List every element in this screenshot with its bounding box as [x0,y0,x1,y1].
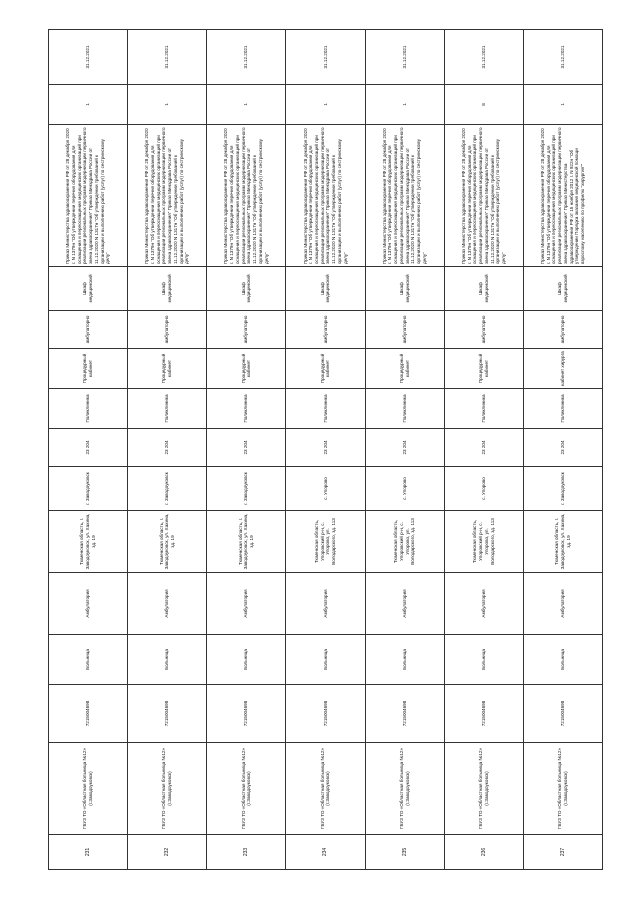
unit-cell: Поликлиника [207,389,286,429]
table-row [207,30,286,870]
inn-cell: 7215004698 [49,685,128,743]
equipment-name-cell: Шкаф медицинский [128,267,207,311]
address-cell: Тюменская область, Упоровский р-н, с. Упорово, ул. Володарского, зд. 113 [365,511,444,573]
organization-type-cell: Больница [128,635,207,685]
organization-name-cell: ГБУЗ ТО «Областная больница №12» (г.Заводоуковск) [286,743,365,835]
quantity-cell: 1 [207,85,286,125]
row-number-cell: 236 [444,835,523,870]
regulatory-orders-cell: Приказ Министерства здравоохранения РФ от 28 декабря 2020 г. N 1379н "Об утверждении перечня оборудования для оснащения и переоснащения медицинских организаций при реализации региональных программ модернизации первичного звена здравоохранения" Приказ Минздрава России от 11.12.2020 N 1317н "Об утверждении требований к организации и выполнению работ (услуг) по сестринскому делу" [128,125,207,267]
population-cell: 23 204 [49,429,128,467]
unit-cell: Поликлиника [128,389,207,429]
unit-cell: Поликлиника [49,389,128,429]
care-type-cell: Амбулатория [49,573,128,635]
row-number-cell: 231 [49,835,128,870]
equipment-name-cell: Шкаф медицинский [365,267,444,311]
organization-name-cell: ГБУЗ ТО «Областная больница №12» (г.Заводоуковск) [207,743,286,835]
deadline-date-cell: 31.12.2021 [49,30,128,85]
regulatory-orders-cell: Приказ Министерства здравоохранения РФ от 28 декабря 2020 г. N 1379н "Об утверждении перечня оборудования для оснащения и переоснащения медицинских организаций при реализации региональных программ модернизации первичного звена здравоохранения" Приказ Минздрава России от 11.12.2020 N 1317н "Об утверждении требований к организации и выполнению работ (услуг) по сестринскому делу" [207,125,286,267]
room-cell: Процедурный кабинет [365,349,444,389]
row-number-cell: 235 [365,835,444,870]
unit-cell: Поликлиника [365,389,444,429]
address-cell: Тюменская область, г. Заводоуковск, ул. Хахина, зд. 19 [128,511,207,573]
unit-cell: Поликлиника [523,389,602,429]
table-row [128,30,207,870]
care-type-cell: Амбулатория [128,573,207,635]
care-form-cell: амбулаторно [444,311,523,349]
address-cell: Тюменская область, Упоровский р-н, с. Упорово, ул. Володарского, зд. 113 [286,511,365,573]
inn-cell: 7215004698 [207,685,286,743]
room-cell: Процедурный кабинет [286,349,365,389]
care-type-cell: Амбулатория [365,573,444,635]
organization-name-cell: ГБУЗ ТО «Областная больница №12» (г.Заводоуковск) [365,743,444,835]
room-cell: Процедурный кабинет [128,349,207,389]
population-cell: 23 204 [444,429,523,467]
deadline-date-cell: 31.12.2021 [286,30,365,85]
regulatory-orders-cell: Приказ Министерства здравоохранения РФ от 28 декабря 2020 г. N 1379н "Об утверждении перечня оборудования для оснащения и переоснащения медицинских организаций при реализации региональных программ модернизации первичного звена здравоохранения" Приказ Минздрава России от 11.12.2020 N 1317н "Об утверждении требований к организации и выполнению работ (услуг) по сестринскому делу" [286,125,365,267]
table-row [444,30,523,870]
room-cell: Процедурный кабинет [49,349,128,389]
organization-name-cell: ГБУЗ ТО «Областная больница №12» (г.Заводоуковск) [523,743,602,835]
unit-cell: Поликлиника [286,389,365,429]
population-cell: 23 204 [207,429,286,467]
settlement-cell: г. Заводоуковск [49,467,128,511]
settlement-cell: с. Упорово [365,467,444,511]
settlement-cell: г. Заводоуковск [207,467,286,511]
deadline-date-cell: 31.12.2021 [207,30,286,85]
room-cell: Процедурный кабинет [444,349,523,389]
regulatory-orders-cell: Приказ Министерства здравоохранения РФ от 28 декабря 2020 г. N 1379н "Об утверждении перечня оборудования для оснащения и переоснащения медицинских организаций при реализации региональных программ модернизации первичного звена здравоохранения" Приказ Министерства здравоохранения РФ от 15 ноября 2012 г. N 922н "Об утверждении Порядка оказания медицинской помощи взрослому населению по профилю "хирургия"" [523,125,602,267]
organization-name-cell: ГБУЗ ТО «Областная больница №12» (г.Заводоуковск) [128,743,207,835]
organization-type-cell: Больница [49,635,128,685]
organization-type-cell: Больница [207,635,286,685]
row-number-cell: 237 [523,835,602,870]
address-cell: Тюменская область, г. Заводоуковск, ул. Хахина, зд. 19 [49,511,128,573]
deadline-date-cell: 31.12.2021 [444,30,523,85]
quantity-cell: 1 [128,85,207,125]
settlement-cell: с. Упорово [286,467,365,511]
table-row [286,30,365,870]
equipment-name-cell: Шкаф медицинский [207,267,286,311]
quantity-cell: 1 [365,85,444,125]
table-row [523,30,602,870]
care-form-cell: амбулаторно [286,311,365,349]
row-number-cell: 232 [128,835,207,870]
population-cell: 23 204 [128,429,207,467]
care-type-cell: Амбулатория [286,573,365,635]
quantity-cell: 8 [444,85,523,125]
rotated-table-wrapper [48,30,603,870]
organization-type-cell: Больница [444,635,523,685]
care-form-cell: амбулаторно [128,311,207,349]
organization-name-cell: ГБУЗ ТО «Областная больница №12» (г.Заводоуковск) [49,743,128,835]
equipment-name-cell: Шкаф медицинский [286,267,365,311]
table-body [49,30,603,870]
table-row [49,30,128,870]
row-number-cell: 233 [207,835,286,870]
inn-cell: 7215004698 [128,685,207,743]
regulatory-orders-cell: Приказ Министерства здравоохранения РФ от 28 декабря 2020 г. N 1379н "Об утверждении перечня оборудования для оснащения и переоснащения медицинских организаций при реализации региональных программ модернизации первичного звена здравоохранения" Приказ Минздрава России от 11.12.2020 N 1317н "Об утверждении требований к организации и выполнению работ (услуг) по сестринскому делу" [49,125,128,267]
settlement-cell: г. Заводоуковск [523,467,602,511]
quantity-cell: 1 [523,85,602,125]
inn-cell: 7215004698 [523,685,602,743]
deadline-date-cell: 31.12.2021 [365,30,444,85]
regulatory-orders-cell: Приказ Министерства здравоохранения РФ от 28 декабря 2020 г. N 1379н "Об утверждении перечня оборудования для оснащения и переоснащения медицинских организаций при реализации региональных программ модернизации первичного звена здравоохранения" Приказ Минздрава России от 11.12.2020 N 1317н "Об утверждении требований к организации и выполнению работ (услуг) по сестринскому делу" [365,125,444,267]
equipment-name-cell: Шкаф медицинский [49,267,128,311]
inn-cell: 7215004698 [365,685,444,743]
row-number-cell: 234 [286,835,365,870]
inn-cell: 7215004698 [286,685,365,743]
quantity-cell: 1 [286,85,365,125]
organization-name-cell: ГБУЗ ТО «Областная больница №12» (г.Заводоуковск) [444,743,523,835]
inn-cell: 7215004698 [444,685,523,743]
care-form-cell: амбулаторно [49,311,128,349]
organization-type-cell: Больница [365,635,444,685]
room-cell: Процедурный кабинет [207,349,286,389]
care-type-cell: Амбулатория [523,573,602,635]
address-cell: Тюменская область, Упоровский р-н, с. Упорово, ул. Володарского, зд. 113 [444,511,523,573]
regulatory-orders-cell: Приказ Министерства здравоохранения РФ от 28 декабря 2020 г. N 1379н "Об утверждении перечня оборудования для оснащения и переоснащения медицинских организаций при реализации региональных программ модернизации первичного звена здравоохранения" Приказ Минздрава России от 11.12.2020 N 1317н "Об утверждении требований к организации и выполнению работ (услуг) по сестринскому делу" [444,125,523,267]
equipment-table [48,29,603,870]
organization-type-cell: Больница [523,635,602,685]
equipment-name-cell: Шкаф медицинский [523,267,602,311]
quantity-cell: 1 [49,85,128,125]
care-form-cell: амбулаторно [207,311,286,349]
unit-cell: Поликлиника [444,389,523,429]
settlement-cell: г. Заводоуковск [128,467,207,511]
equipment-name-cell: Шкаф медицинский [444,267,523,311]
room-cell: кабинет хирурга [523,349,602,389]
care-type-cell: Амбулатория [444,573,523,635]
care-type-cell: Амбулатория [207,573,286,635]
address-cell: Тюменская область, г. Заводоуковск, ул. Хахина, зд. 19 [523,511,602,573]
deadline-date-cell: 31.12.2021 [523,30,602,85]
deadline-date-cell: 31.12.2021 [128,30,207,85]
care-form-cell: амбулаторно [523,311,602,349]
care-form-cell: амбулаторно [365,311,444,349]
table-row [365,30,444,870]
population-cell: 23 204 [286,429,365,467]
population-cell: 23 204 [523,429,602,467]
organization-type-cell: Больница [286,635,365,685]
population-cell: 23 204 [365,429,444,467]
settlement-cell: с. Упорово [444,467,523,511]
address-cell: Тюменская область, г. Заводоуковск, ул. Хахина, зд. 19 [207,511,286,573]
